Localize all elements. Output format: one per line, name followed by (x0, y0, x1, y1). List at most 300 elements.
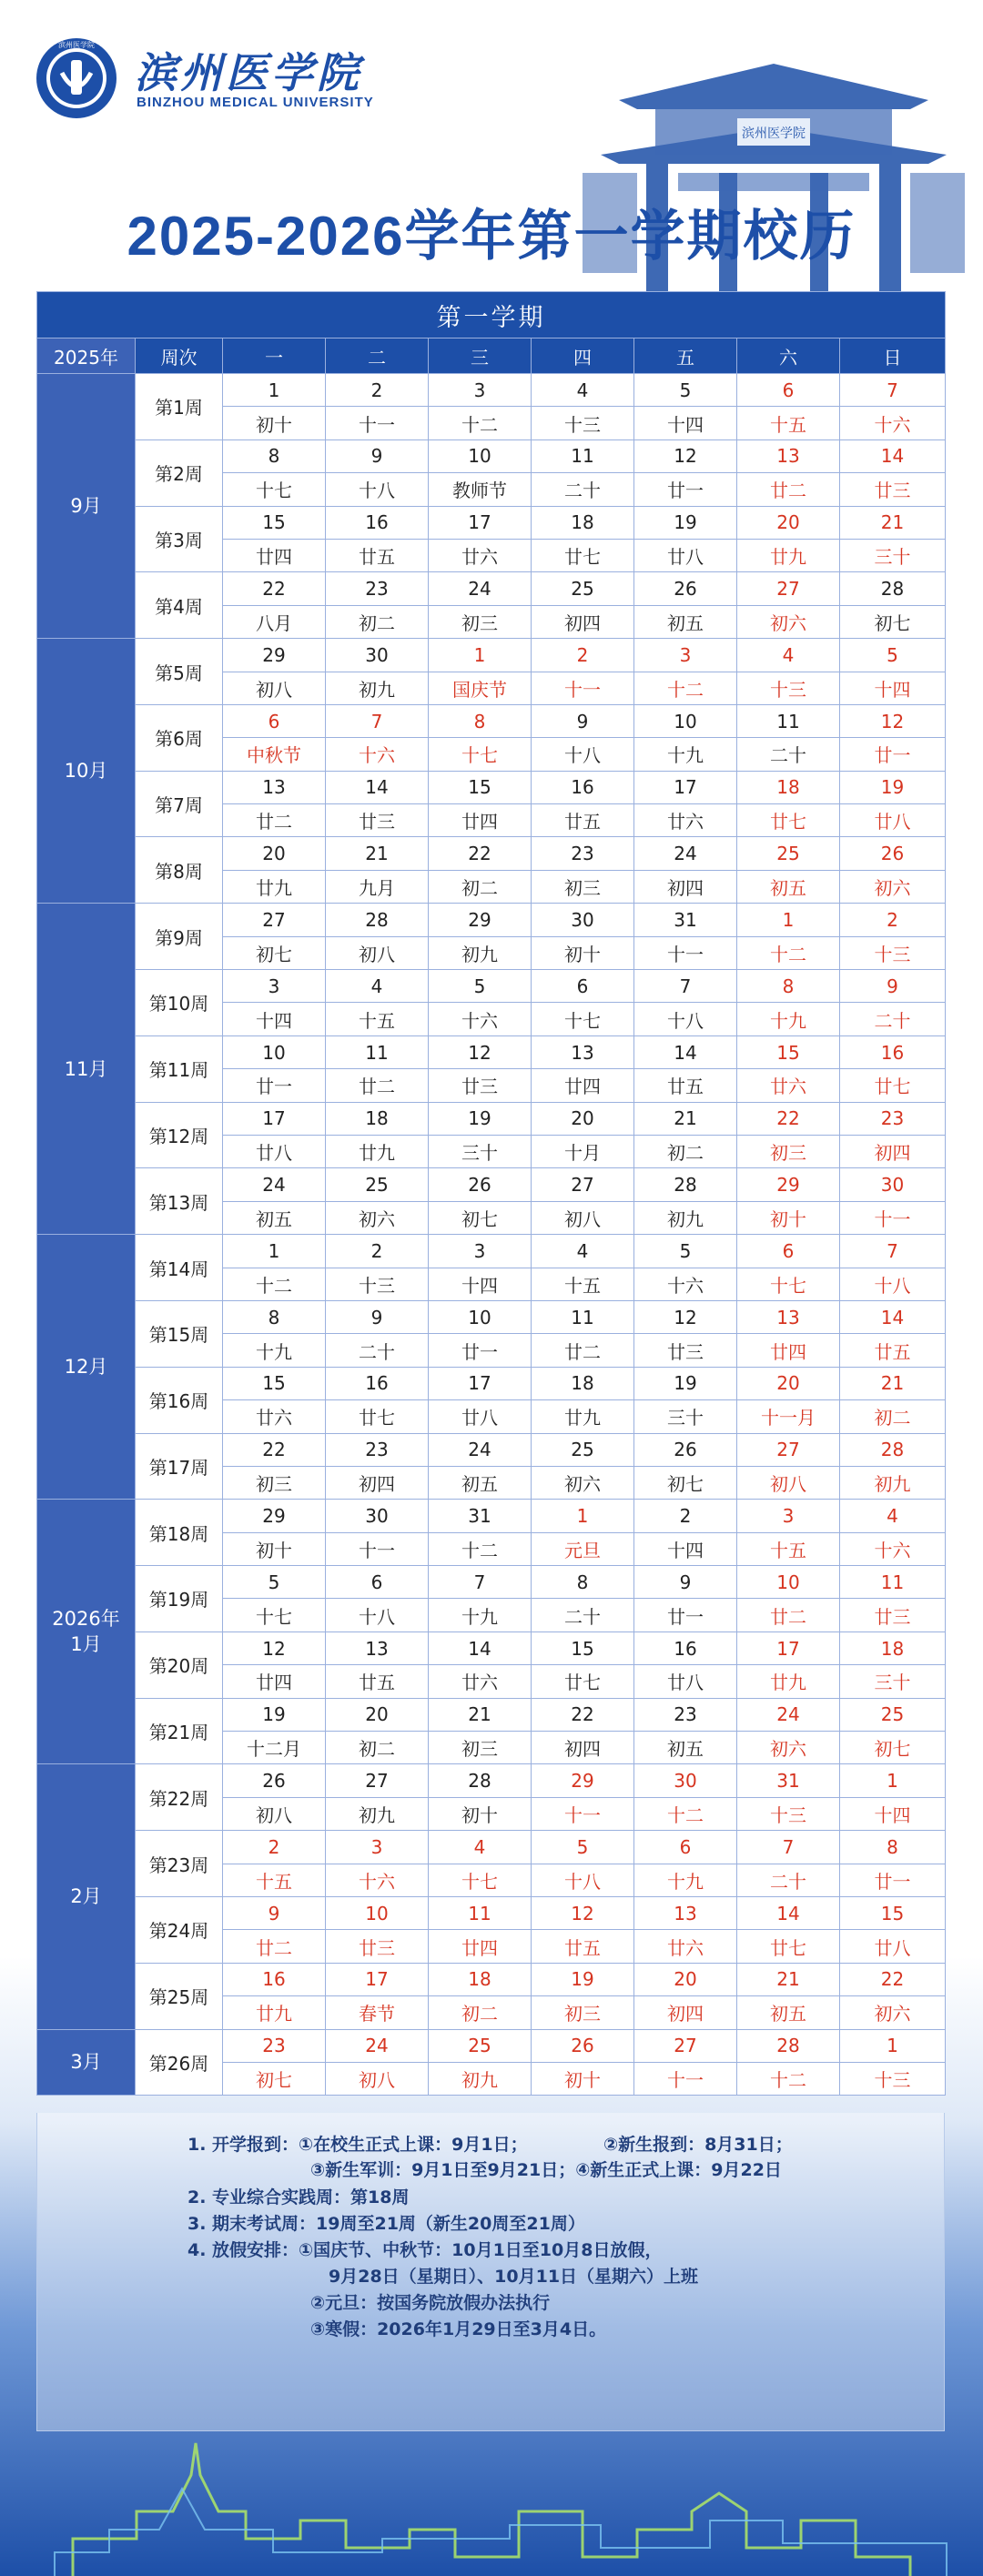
lunar-sun: 初七 (840, 1732, 946, 1764)
lunar-mon: 初十 (223, 407, 326, 439)
school-logo-icon (35, 36, 118, 120)
lunar-tue: 十三 (326, 1268, 429, 1300)
lunar-sun: 十四 (840, 672, 946, 704)
lunar-wed: 初九 (429, 936, 532, 969)
date-fri: 20 (634, 1963, 737, 1995)
school-name-en: BINZHOU MEDICAL UNIVERSITY (137, 95, 374, 110)
date-fri: 19 (634, 1367, 737, 1399)
date-sun: 5 (840, 639, 946, 672)
lunar-thu: 十八 (532, 1864, 634, 1896)
date-thu: 11 (532, 1300, 634, 1333)
date-fri: 12 (634, 439, 737, 472)
lunar-fri: 初五 (634, 1732, 737, 1764)
lunar-sat: 初十 (737, 1201, 840, 1234)
week-label: 第14周 (136, 1235, 223, 1301)
lunar-sat: 初五 (737, 870, 840, 903)
week-row-date (37, 374, 946, 407)
week-label: 第1周 (136, 374, 223, 440)
date-sat: 20 (737, 1367, 840, 1399)
date-thu: 26 (532, 2029, 634, 2062)
lunar-wed: 廿六 (429, 539, 532, 571)
lunar-thu: 初四 (532, 1732, 634, 1764)
date-sun: 23 (840, 1102, 946, 1135)
lunar-sat: 十一月 (737, 1400, 840, 1433)
lunar-wed: 初九 (429, 2062, 532, 2095)
gate-plaque: 滨州医学院 (742, 126, 806, 141)
date-sat: 11 (737, 704, 840, 737)
date-thu: 15 (532, 1631, 634, 1664)
week-label: 第2周 (136, 439, 223, 506)
lunar-fri: 十六 (634, 1268, 737, 1300)
lunar-sat: 廿二 (737, 473, 840, 506)
lunar-sat: 二十 (737, 738, 840, 771)
lunar-sun: 十六 (840, 407, 946, 439)
date-tue: 9 (326, 439, 429, 472)
date-sun: 28 (840, 1433, 946, 1466)
lunar-sat: 十五 (737, 1532, 840, 1565)
week-label: 第26周 (136, 2029, 223, 2096)
lunar-sun: 廿五 (840, 1334, 946, 1367)
week-label: 第13周 (136, 1168, 223, 1235)
week-row-date (37, 2029, 946, 2062)
note-4b: 9月28日（星期日）、10月11日（星期六）上班 (329, 2267, 699, 2287)
week-row-date (37, 1764, 946, 1797)
date-sat: 4 (737, 639, 840, 672)
date-fri: 10 (634, 704, 737, 737)
lunar-thu: 廿四 (532, 1069, 634, 1102)
date-tue: 2 (326, 1235, 429, 1268)
lunar-fri: 十八 (634, 1003, 737, 1035)
date-tue: 9 (326, 1300, 429, 1333)
date-sun: 12 (840, 704, 946, 737)
day-header-wed: 三 (429, 338, 532, 374)
lunar-mon: 初五 (223, 1201, 326, 1234)
date-mon: 29 (223, 1500, 326, 1532)
lunar-sat: 初三 (737, 1135, 840, 1167)
lunar-mon: 初十 (223, 1532, 326, 1565)
lunar-sat: 十七 (737, 1268, 840, 1300)
lunar-fri: 廿六 (634, 804, 737, 837)
lunar-thu: 十七 (532, 1003, 634, 1035)
date-sun: 26 (840, 837, 946, 870)
lunar-thu: 初十 (532, 936, 634, 969)
date-thu: 6 (532, 970, 634, 1003)
date-wed: 7 (429, 1566, 532, 1599)
month-label: 11月 (37, 904, 136, 1235)
lunar-sat: 廿七 (737, 1930, 840, 1963)
date-mon: 8 (223, 439, 326, 472)
lunar-tue: 初八 (326, 936, 429, 969)
month-label: 12月 (37, 1235, 136, 1500)
date-sat: 24 (737, 1698, 840, 1731)
date-sun: 18 (840, 1631, 946, 1664)
date-fri: 31 (634, 904, 737, 936)
lunar-wed: 廿三 (429, 1069, 532, 1102)
lunar-mon: 廿四 (223, 1665, 326, 1698)
lunar-sun: 初六 (840, 870, 946, 903)
date-wed: 14 (429, 1631, 532, 1664)
week-label: 第10周 (136, 970, 223, 1036)
date-fri: 6 (634, 1831, 737, 1864)
lunar-fri: 廿一 (634, 1599, 737, 1631)
lunar-sun: 廿八 (840, 804, 946, 837)
date-sat: 8 (737, 970, 840, 1003)
date-thu: 4 (532, 374, 634, 407)
lunar-fri: 十九 (634, 1864, 737, 1896)
date-wed: 12 (429, 1035, 532, 1068)
lunar-thu: 初三 (532, 870, 634, 903)
date-mon: 3 (223, 970, 326, 1003)
day-header-thu: 四 (532, 338, 634, 374)
lunar-tue: 廿七 (326, 1400, 429, 1433)
date-fri: 13 (634, 1896, 737, 1929)
lunar-wed: 廿八 (429, 1400, 532, 1433)
date-thu: 12 (532, 1896, 634, 1929)
lunar-thu: 初三 (532, 1996, 634, 2029)
lunar-sat: 初六 (737, 1732, 840, 1764)
lunar-thu: 十一 (532, 1797, 634, 1830)
date-mon: 1 (223, 1235, 326, 1268)
week-label: 第15周 (136, 1300, 223, 1367)
date-mon: 2 (223, 1831, 326, 1864)
lunar-mon: 十二 (223, 1268, 326, 1300)
date-mon: 22 (223, 1433, 326, 1466)
date-thu: 20 (532, 1102, 634, 1135)
lunar-wed: 三十 (429, 1135, 532, 1167)
lunar-tue: 初九 (326, 1797, 429, 1830)
date-fri: 5 (634, 1235, 737, 1268)
lunar-sun: 十六 (840, 1532, 946, 1565)
date-sat: 25 (737, 837, 840, 870)
date-mon: 29 (223, 639, 326, 672)
note-3: 3. 期末考试周：19周至21周（新生20周至21周） (187, 2214, 585, 2234)
month-label: 2月 (37, 1764, 136, 2029)
date-thu: 5 (532, 1831, 634, 1864)
date-mon: 26 (223, 1764, 326, 1797)
date-sat: 22 (737, 1102, 840, 1135)
date-tue: 23 (326, 1433, 429, 1466)
date-mon: 20 (223, 837, 326, 870)
notes-panel (36, 2113, 945, 2431)
date-tue: 24 (326, 2029, 429, 2062)
note-1c: ③新生军训：9月1日至9月21日；④新生正式上课：9月22日 (310, 2160, 782, 2180)
date-sat: 13 (737, 1300, 840, 1333)
lunar-sat: 二十 (737, 1864, 840, 1896)
date-fri: 12 (634, 1300, 737, 1333)
date-tue: 16 (326, 1367, 429, 1399)
week-row-date (37, 1631, 946, 1664)
date-sun: 4 (840, 1500, 946, 1532)
lunar-tue: 廿五 (326, 1665, 429, 1698)
date-fri: 9 (634, 1566, 737, 1599)
lunar-wed: 初五 (429, 1466, 532, 1499)
week-row-date (37, 1367, 946, 1399)
date-tue: 6 (326, 1566, 429, 1599)
lunar-fri: 十一 (634, 2062, 737, 2095)
date-fri: 17 (634, 771, 737, 803)
lunar-wed: 初三 (429, 605, 532, 638)
lunar-thu: 廿七 (532, 1665, 634, 1698)
week-row-date (37, 970, 946, 1003)
lunar-mon: 初七 (223, 2062, 326, 2095)
lunar-sat: 初六 (737, 605, 840, 638)
campus-skyline-image (0, 2439, 983, 2576)
date-sun: 7 (840, 374, 946, 407)
lunar-thu: 十五 (532, 1268, 634, 1300)
date-thu: 9 (532, 704, 634, 737)
lunar-tue: 九月 (326, 870, 429, 903)
date-sun: 22 (840, 1963, 946, 1995)
lunar-fri: 廿六 (634, 1930, 737, 1963)
note-4d: ③寒假：2026年1月29日至3月4日。 (310, 2319, 607, 2339)
week-row-date (37, 1035, 946, 1068)
week-label: 第25周 (136, 1963, 223, 2029)
lunar-fri: 十四 (634, 1532, 737, 1565)
date-wed: 24 (429, 572, 532, 605)
week-label: 第23周 (136, 1831, 223, 1897)
date-sat: 17 (737, 1631, 840, 1664)
lunar-sat: 十二 (737, 936, 840, 969)
lunar-thu: 廿九 (532, 1400, 634, 1433)
lunar-thu: 初十 (532, 2062, 634, 2095)
lunar-sun: 廿一 (840, 738, 946, 771)
lunar-mon: 廿二 (223, 1930, 326, 1963)
date-sat: 29 (737, 1168, 840, 1201)
lunar-sat: 廿七 (737, 804, 840, 837)
lunar-thu: 初六 (532, 1466, 634, 1499)
week-row-date (37, 1433, 946, 1466)
lunar-sun: 廿一 (840, 1864, 946, 1896)
date-sat: 27 (737, 572, 840, 605)
date-thu: 25 (532, 1433, 634, 1466)
lunar-thu: 十一 (532, 672, 634, 704)
lunar-fri: 廿八 (634, 1665, 737, 1698)
date-sun: 21 (840, 506, 946, 539)
date-tue: 16 (326, 506, 429, 539)
date-sat: 18 (737, 771, 840, 803)
date-tue: 27 (326, 1764, 429, 1797)
day-header-sun: 日 (840, 338, 946, 374)
date-wed: 28 (429, 1764, 532, 1797)
lunar-mon: 廿一 (223, 1069, 326, 1102)
lunar-tue: 廿九 (326, 1135, 429, 1167)
lunar-sun: 十三 (840, 2062, 946, 2095)
date-thu: 29 (532, 1764, 634, 1797)
date-mon: 10 (223, 1035, 326, 1068)
date-thu: 16 (532, 771, 634, 803)
week-row-date (37, 572, 946, 605)
date-sat: 21 (737, 1963, 840, 1995)
lunar-wed: 十九 (429, 1599, 532, 1631)
lunar-wed: 初七 (429, 1201, 532, 1234)
date-wed: 29 (429, 904, 532, 936)
date-wed: 10 (429, 439, 532, 472)
week-row-date (37, 1102, 946, 1135)
lunar-sat: 十五 (737, 407, 840, 439)
lunar-sat: 十三 (737, 1797, 840, 1830)
header (0, 0, 983, 291)
lunar-fri: 初四 (634, 870, 737, 903)
week-label: 第7周 (136, 771, 223, 837)
lunar-thu: 十八 (532, 738, 634, 771)
date-sun: 30 (840, 1168, 946, 1201)
week-row-date (37, 771, 946, 803)
lunar-fri: 廿三 (634, 1334, 737, 1367)
lunar-fri: 初九 (634, 1201, 737, 1234)
lunar-wed: 国庆节 (429, 672, 532, 704)
date-fri: 24 (634, 837, 737, 870)
date-sat: 6 (737, 374, 840, 407)
lunar-sun: 十四 (840, 1797, 946, 1830)
lunar-wed: 廿四 (429, 1930, 532, 1963)
date-tue: 11 (326, 1035, 429, 1068)
date-fri: 26 (634, 572, 737, 605)
month-label: 2026年 1月 (37, 1500, 136, 1764)
date-wed: 25 (429, 2029, 532, 2062)
lunar-sat: 廿六 (737, 1069, 840, 1102)
lunar-mon: 初八 (223, 1797, 326, 1830)
lunar-fri: 初二 (634, 1135, 737, 1167)
date-sat: 15 (737, 1035, 840, 1068)
lunar-sun: 初六 (840, 1996, 946, 2029)
week-label: 第22周 (136, 1764, 223, 1831)
date-wed: 4 (429, 1831, 532, 1864)
date-mon: 16 (223, 1963, 326, 1995)
date-sun: 19 (840, 771, 946, 803)
page-title: 2025-2026学年第一学期校历 (127, 206, 856, 267)
lunar-thu: 廿五 (532, 1930, 634, 1963)
date-mon: 6 (223, 704, 326, 737)
week-row-date (37, 1235, 946, 1268)
date-wed: 11 (429, 1896, 532, 1929)
lunar-wed: 十二 (429, 407, 532, 439)
date-tue: 28 (326, 904, 429, 936)
day-header-fri: 五 (634, 338, 737, 374)
week-label: 第4周 (136, 572, 223, 639)
date-wed: 19 (429, 1102, 532, 1135)
date-tue: 7 (326, 704, 429, 737)
date-sat: 6 (737, 1235, 840, 1268)
date-fri: 2 (634, 1500, 737, 1532)
lunar-thu: 十月 (532, 1135, 634, 1167)
week-label: 第19周 (136, 1566, 223, 1632)
date-fri: 27 (634, 2029, 737, 2062)
date-sat: 28 (737, 2029, 840, 2062)
date-sat: 1 (737, 904, 840, 936)
week-row-date (37, 837, 946, 870)
date-mon: 17 (223, 1102, 326, 1135)
date-mon: 24 (223, 1168, 326, 1201)
lunar-tue: 初四 (326, 1466, 429, 1499)
week-row-date (37, 506, 946, 539)
lunar-tue: 初二 (326, 1732, 429, 1764)
lunar-wed: 初二 (429, 870, 532, 903)
lunar-fri: 三十 (634, 1400, 737, 1433)
lunar-fri: 十二 (634, 1797, 737, 1830)
lunar-sun: 十三 (840, 936, 946, 969)
date-thu: 18 (532, 1367, 634, 1399)
date-sun: 28 (840, 572, 946, 605)
lunar-thu: 廿七 (532, 539, 634, 571)
lunar-mon: 十七 (223, 473, 326, 506)
lunar-sun: 十八 (840, 1268, 946, 1300)
month-label: 9月 (37, 374, 136, 639)
week-row-date (37, 1896, 946, 1929)
date-sun: 16 (840, 1035, 946, 1068)
date-wed: 17 (429, 506, 532, 539)
lunar-mon: 十五 (223, 1864, 326, 1896)
week-label: 第24周 (136, 1896, 223, 1963)
note-1b: ②新生报到：8月31日； (603, 2135, 793, 2155)
week-label: 第5周 (136, 639, 223, 705)
lunar-sat: 十九 (737, 1003, 840, 1035)
week-label: 第12周 (136, 1102, 223, 1168)
date-wed: 8 (429, 704, 532, 737)
date-tue: 25 (326, 1168, 429, 1201)
lunar-sun: 廿七 (840, 1069, 946, 1102)
lunar-fri: 十四 (634, 407, 737, 439)
date-sat: 10 (737, 1566, 840, 1599)
week-label: 第9周 (136, 904, 223, 970)
lunar-tue: 十一 (326, 407, 429, 439)
date-mon: 27 (223, 904, 326, 936)
lunar-tue: 十八 (326, 473, 429, 506)
lunar-thu: 元旦 (532, 1532, 634, 1565)
date-wed: 3 (429, 374, 532, 407)
date-tue: 13 (326, 1631, 429, 1664)
lunar-mon: 廿六 (223, 1400, 326, 1433)
date-sat: 20 (737, 506, 840, 539)
lunar-mon: 八月 (223, 605, 326, 638)
date-tue: 10 (326, 1896, 429, 1929)
week-label: 第8周 (136, 837, 223, 904)
date-tue: 21 (326, 837, 429, 870)
lunar-fri: 初五 (634, 605, 737, 638)
lunar-fri: 十一 (634, 936, 737, 969)
lunar-tue: 十五 (326, 1003, 429, 1035)
date-fri: 19 (634, 506, 737, 539)
date-fri: 23 (634, 1698, 737, 1731)
week-row-date (37, 1963, 946, 1995)
lunar-thu: 十三 (532, 407, 634, 439)
date-tue: 14 (326, 771, 429, 803)
date-thu: 27 (532, 1168, 634, 1201)
date-thu: 11 (532, 439, 634, 472)
week-row-date (37, 1168, 946, 1201)
lunar-sat: 初五 (737, 1996, 840, 2029)
lunar-thu: 廿二 (532, 1334, 634, 1367)
date-wed: 17 (429, 1367, 532, 1399)
note-2: 2. 专业综合实践周：第18周 (187, 2187, 410, 2207)
lunar-tue: 廿三 (326, 804, 429, 837)
lunar-mon: 廿四 (223, 539, 326, 571)
lunar-wed: 教师节 (429, 473, 532, 506)
note-4a: 4. 放假安排：①国庆节、中秋节：10月1日至10月8日放假， (187, 2240, 663, 2260)
date-fri: 30 (634, 1764, 737, 1797)
date-sun: 21 (840, 1367, 946, 1399)
date-sun: 2 (840, 904, 946, 936)
lunar-tue: 二十 (326, 1334, 429, 1367)
date-tue: 2 (326, 374, 429, 407)
lunar-wed: 十二 (429, 1532, 532, 1565)
lunar-sat: 廿二 (737, 1599, 840, 1631)
lunar-sun: 十一 (840, 1201, 946, 1234)
week-row-date (37, 639, 946, 672)
date-thu: 30 (532, 904, 634, 936)
date-wed: 26 (429, 1168, 532, 1201)
lunar-wed: 初三 (429, 1732, 532, 1764)
lunar-mon: 十四 (223, 1003, 326, 1035)
